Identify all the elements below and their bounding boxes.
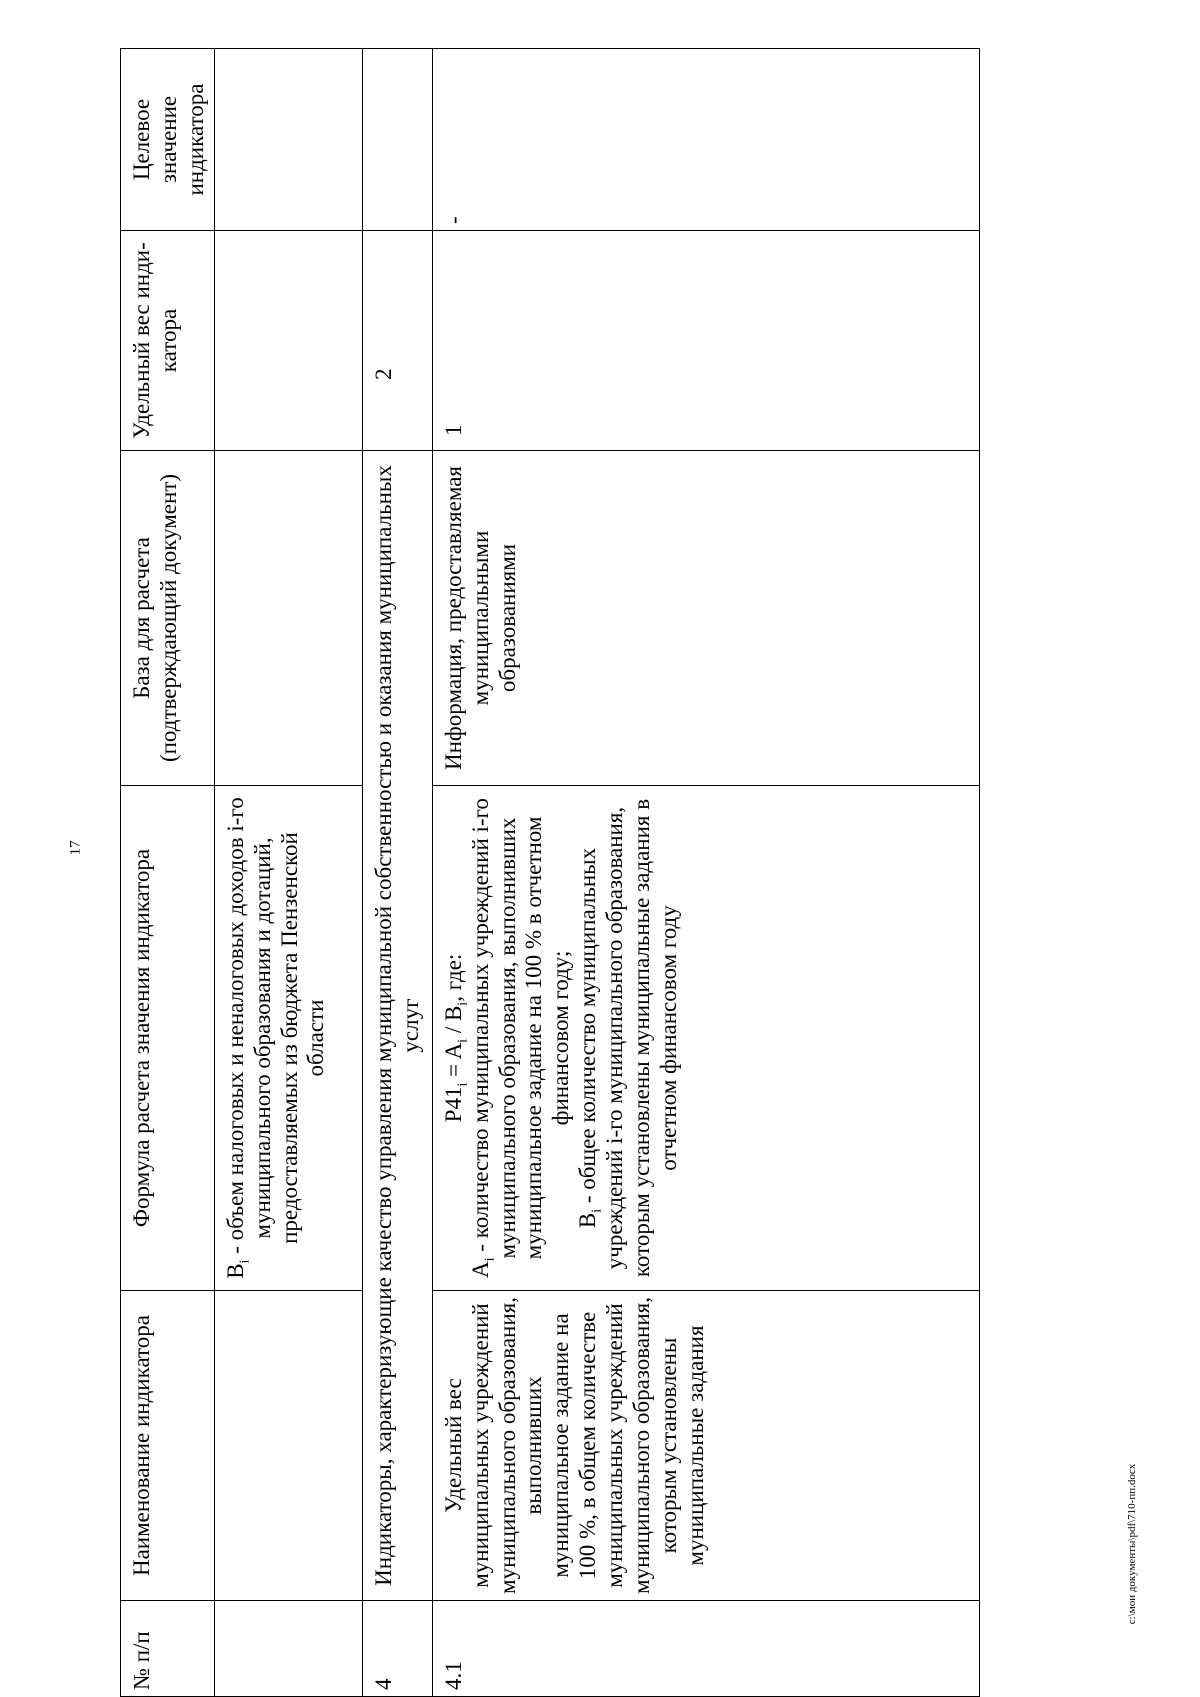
indicators-table-rotated bbox=[120, 49, 980, 1697]
a-var: A bbox=[467, 1261, 493, 1278]
row-4-1-target: - bbox=[432, 49, 979, 231]
a-sub: i bbox=[482, 1257, 498, 1262]
formula-eq: = A bbox=[440, 1042, 466, 1083]
section-row-4 bbox=[362, 49, 432, 1697]
formula-lhs-sub: i bbox=[455, 1082, 471, 1087]
formula-tail: , где: bbox=[440, 953, 466, 1002]
row-4-1-num: 4.1 bbox=[432, 1601, 979, 1697]
row-4-1-weight: 1 bbox=[432, 231, 979, 451]
header-target: Целевое значение индикатора bbox=[121, 49, 215, 231]
section-target bbox=[362, 49, 432, 231]
b-text: - общее количество муниципальных учреждений i-го муниципального образования, которым установлены муниципальные задания в отчетном финансовом году bbox=[575, 798, 681, 1278]
formula-b-sub: i bbox=[455, 1001, 471, 1006]
header-name: Наименование индикатора bbox=[121, 1291, 215, 1601]
section-title: Индикаторы, характеризующие качество управления муниципальной собственностью и оказания муниципальных услуг bbox=[362, 451, 432, 1601]
header-row bbox=[121, 49, 215, 1697]
row-4-1-base: Информация, предоставляемая муниципальными образованиями bbox=[432, 451, 979, 786]
continuation-num bbox=[214, 1601, 362, 1697]
section-weight: 2 bbox=[362, 231, 432, 451]
a-text: - количество муниципальных учреждений i-го муниципального образования, выполнивших муниципальное задание на 100 % в отчетном финансовом году; bbox=[467, 798, 574, 1260]
page-number: 17 bbox=[67, 840, 84, 856]
formula-sub-i: i bbox=[237, 1259, 253, 1264]
footer-file-path: c:\мои документы\pdf\710-пп.docx bbox=[1126, 1463, 1138, 1625]
formula-b-definition bbox=[575, 792, 683, 1284]
row-4-1 bbox=[432, 49, 979, 1697]
formula-var-b: B bbox=[222, 1263, 248, 1279]
section-num: 4 bbox=[362, 1601, 432, 1697]
header-num: № п/п bbox=[121, 1601, 215, 1697]
continuation-target bbox=[214, 49, 362, 231]
formula-equation bbox=[440, 792, 471, 1284]
continuation-formula bbox=[214, 786, 362, 1291]
header-formula: Формула расчета значения индикатора bbox=[121, 786, 215, 1291]
header-base: База для расчета (подтверждающий документ) bbox=[121, 451, 215, 786]
formula-a-definition bbox=[468, 792, 576, 1284]
row-4-1-formula bbox=[432, 786, 979, 1291]
b-sub: i bbox=[589, 1208, 605, 1213]
continuation-name bbox=[214, 1291, 362, 1601]
header-weight: Удельный вес инди-катора bbox=[121, 231, 215, 451]
formula-div: / B bbox=[440, 1005, 466, 1039]
formula-lhs: P41 bbox=[440, 1086, 466, 1123]
continuation-row bbox=[214, 49, 362, 1697]
continuation-weight bbox=[214, 231, 362, 451]
row-4-1-name: Удельный вес муниципальных учреждений муниципального образования, выполнивших муниципальное задание на 100 %, в общем количестве муниципальных учреждений муниципального образования, которым установлены муниципальные задания bbox=[432, 1291, 979, 1601]
continuation-base bbox=[214, 451, 362, 786]
b-var: B bbox=[575, 1212, 601, 1229]
indicators-table bbox=[120, 48, 980, 1697]
formula-description: - объем налоговых и неналоговых доходов i-го муниципального образования и дотаций, предоставляемых из бюджета Пензенской области bbox=[222, 797, 329, 1260]
formula-a-sub: i bbox=[455, 1038, 471, 1043]
